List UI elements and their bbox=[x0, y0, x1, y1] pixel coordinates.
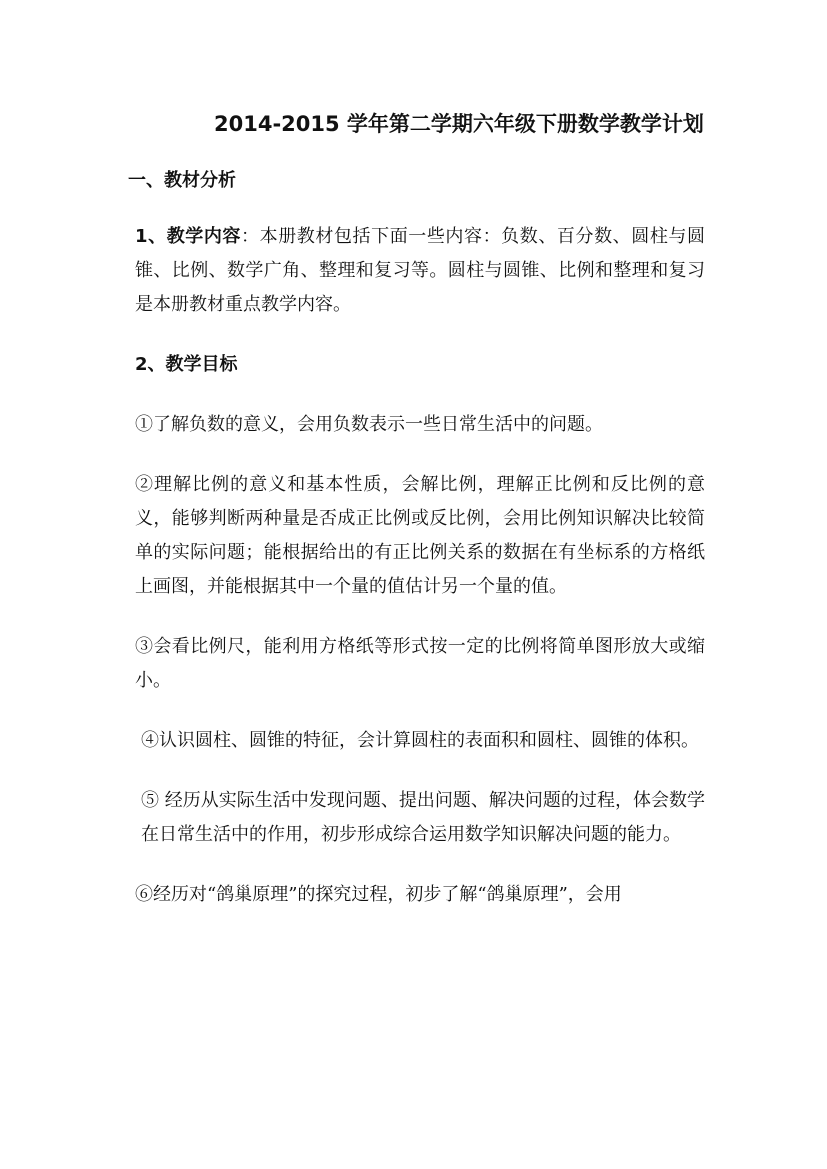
goal-paragraph-3: ③会看比例尺，能利用方格纸等形式按一定的比例将简单图形放大或缩小。 bbox=[135, 636, 705, 691]
teaching-content-text: ：本册教材包括下面一些内容：负数、百分数、圆柱与圆锥、比例、数学广角、整理和复习等。圆柱与圆锥、比例和整理和复习是本册教材重点教学内容。 bbox=[135, 226, 706, 315]
goal-paragraph-4: ④认识圆柱、圆锥的特征，会计算圆柱的表面积和圆柱、圆锥的体积。 bbox=[141, 730, 699, 751]
goal-paragraph-5: ⑤ 经历从实际生活中发现问题、提出问题、解决问题的过程，体会数学在日常生活中的作用，初步形成综合运用数学知识解决问题的能力。 bbox=[141, 790, 705, 845]
teaching-goals-heading: 2、教学目标 bbox=[135, 354, 238, 375]
goal-paragraph-1: ①了解负数的意义，会用负数表示一些日常生活中的问题。 bbox=[135, 414, 603, 435]
goal-paragraph-6: ⑥经历对“鸽巢原理”的探究过程，初步了解“鸽巢原理”，会用 bbox=[135, 884, 622, 905]
document-body bbox=[127, 220, 705, 938]
document-title: 2014-2015 学年第二学期六年级下册数学教学计划 bbox=[214, 112, 704, 136]
teaching-content-label: 1、教学内容 bbox=[135, 226, 242, 247]
teaching-content-paragraph bbox=[127, 220, 705, 322]
goal-paragraph-2: ②理解比例的意义和基本性质，会解比例，理解正比例和反比例的意义，能够判断两种量是否成正比例或反比例，会用比例知识解决比较简单的实际问题；能根据给出的有正比例关系的数据在有坐标系的方格纸上画图，并能根据其中一个量的值估计另一个量的值。 bbox=[135, 474, 705, 597]
section-heading: 一、教材分析 bbox=[128, 170, 236, 191]
